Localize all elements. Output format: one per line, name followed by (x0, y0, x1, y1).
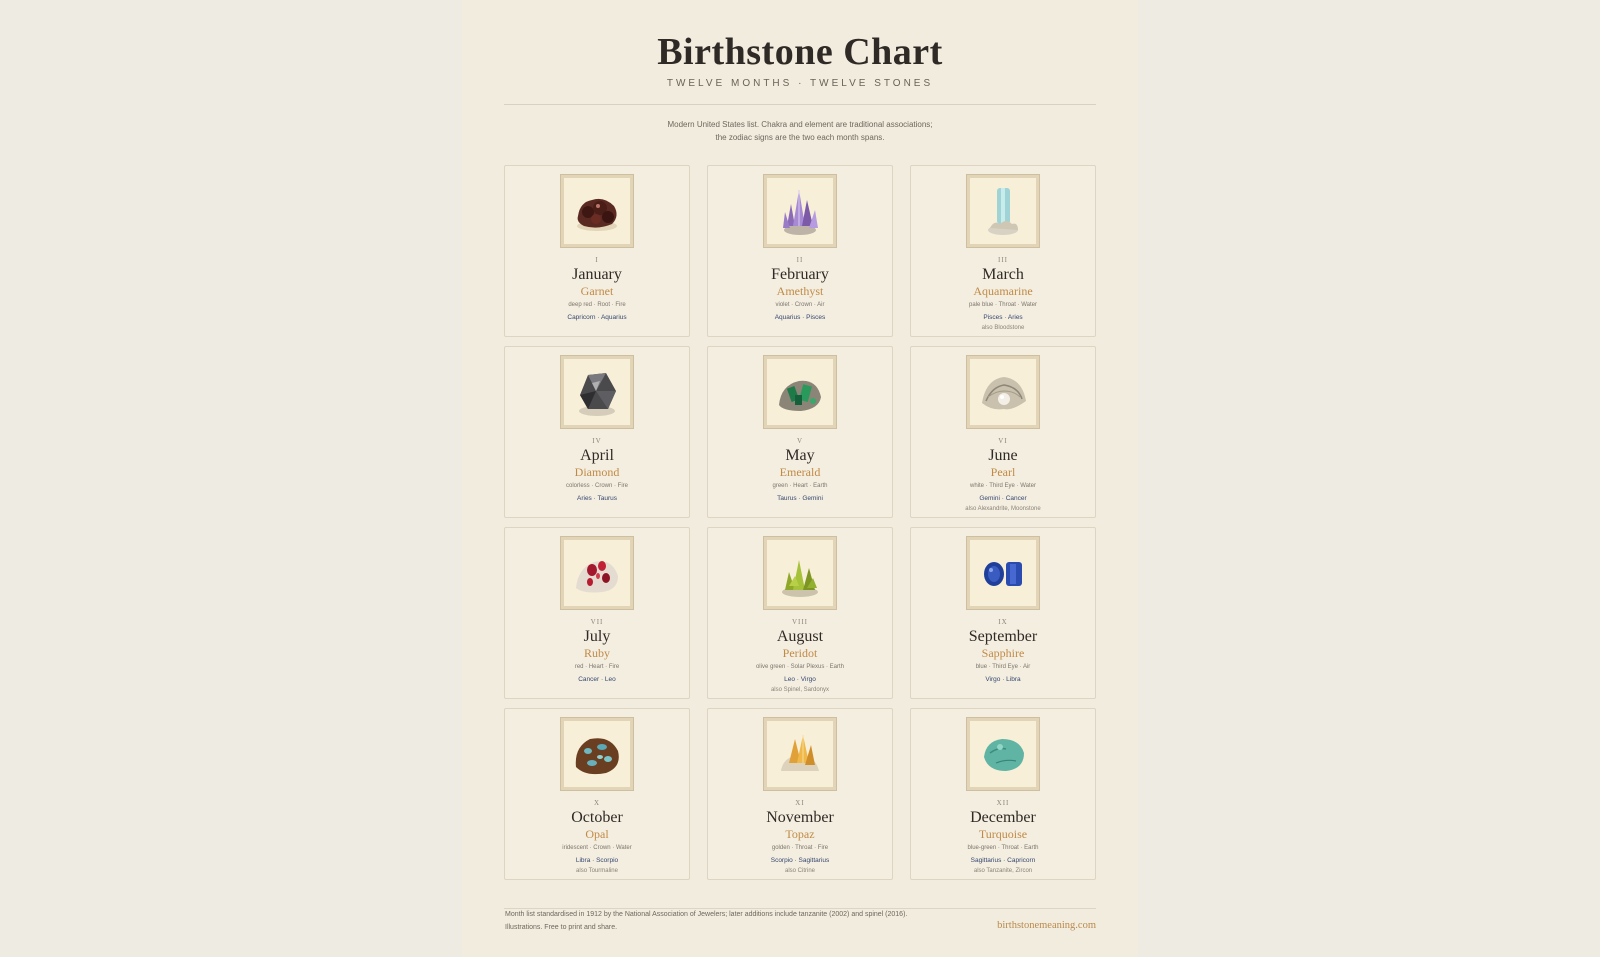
stone-name: Peridot (782, 646, 818, 660)
month-numeral: II (796, 256, 804, 264)
alternate-stones: also Tourmaline (576, 868, 618, 874)
page-title: Birthstone Chart (657, 31, 943, 73)
birthstone-card-october (504, 708, 690, 880)
gem-illustration-frame (561, 718, 633, 790)
month-numeral: IX (998, 618, 1008, 626)
footnote-line-1: Month list standardised in 1912 by the National Association of Jewelers; later additions include tanzanite (2002) and spinel (2016). (505, 911, 908, 918)
birthstone-card-january (504, 165, 690, 337)
month-name: October (571, 809, 623, 826)
gem-illustration-frame (967, 537, 1039, 609)
month-numeral: I (595, 256, 599, 264)
month-name: January (572, 266, 622, 283)
intro-text (604, 118, 996, 144)
stone-attributes: golden · Throat · Fire (771, 845, 829, 851)
stone-attributes: iridescent · Crown · Water (562, 845, 632, 851)
zodiac-signs: Scorpio · Sagittarius (770, 857, 830, 864)
birthstone-card-december (910, 708, 1096, 880)
month-name: May (785, 447, 815, 464)
opal-icon (566, 723, 628, 785)
alternate-stones: also Tanzanite, Zircon (973, 868, 1033, 874)
alternate-stones: also Spinel, Sardonyx (770, 687, 830, 693)
gem-illustration-frame (764, 537, 836, 609)
zodiac-signs: Virgo · Libra (985, 676, 1021, 683)
month-numeral: VII (590, 618, 604, 626)
header-divider (504, 104, 1096, 105)
intro-line-2: the zodiac signs are the two each month spans. (715, 133, 885, 142)
stone-attributes: white · Third Eye · Water (969, 483, 1037, 489)
zodiac-signs: Gemini · Cancer (979, 495, 1027, 502)
month-name: March (982, 266, 1024, 283)
alternate-stones: also Citrine (784, 868, 815, 874)
gem-illustration-frame (764, 718, 836, 790)
stone-name: Amethyst (776, 284, 824, 298)
sapphire-icon (972, 542, 1034, 604)
zodiac-signs: Pisces · Aries (983, 314, 1023, 321)
gem-illustration-frame (764, 356, 836, 428)
stone-name: Emerald (779, 465, 821, 479)
gem-illustration-frame (561, 356, 633, 428)
birthstone-card-july (504, 527, 690, 699)
month-name: February (771, 266, 829, 283)
birthstone-card-february (707, 165, 893, 337)
birthstone-card-november (707, 708, 893, 880)
month-numeral: VIII (791, 618, 809, 626)
stone-name: Ruby (583, 646, 610, 660)
zodiac-signs: Sagittarius · Capricorn (970, 857, 1036, 864)
alternate-stones: also Bloodstone (981, 325, 1025, 331)
stone-name: Garnet (580, 284, 614, 298)
amethyst-icon (769, 180, 831, 242)
diamond-icon (566, 361, 628, 423)
zodiac-signs: Capricorn · Aquarius (567, 314, 627, 321)
zodiac-signs: Leo · Virgo (784, 676, 816, 683)
stone-attributes: deep red · Root · Fire (568, 302, 626, 308)
month-name: November (766, 809, 834, 826)
emerald-icon (769, 361, 831, 423)
birthstone-grid (504, 165, 1096, 880)
footnote (505, 908, 975, 934)
peridot-icon (769, 542, 831, 604)
month-numeral: V (796, 437, 804, 445)
pearl-icon (972, 361, 1034, 423)
zodiac-signs: Libra · Scorpio (575, 857, 619, 864)
page-subtitle: TWELVE MONTHS · TWELVE STONES (666, 78, 934, 89)
turquoise-icon (972, 723, 1034, 785)
stone-attributes: colorless · Crown · Fire (565, 483, 628, 489)
stone-attributes: green · Heart · Earth (772, 483, 828, 489)
stone-name: Aquamarine (973, 284, 1033, 298)
stone-name: Opal (585, 827, 609, 841)
stone-name: Sapphire (981, 646, 1025, 660)
month-name: December (970, 809, 1036, 826)
intro-line-1: Modern United States list. Chakra and element are traditional associations; (667, 120, 933, 129)
chart-header (504, 28, 1096, 89)
gem-illustration-frame (967, 175, 1039, 247)
month-name: June (988, 447, 1018, 464)
zodiac-signs: Cancer · Leo (578, 676, 616, 683)
stone-name: Topaz (785, 827, 815, 841)
month-numeral: III (998, 256, 1008, 264)
site-link[interactable]: birthstonemeaning.com (997, 920, 1096, 931)
month-numeral: XII (996, 799, 1010, 807)
stone-name: Diamond (574, 465, 620, 479)
zodiac-signs: Taurus · Gemini (777, 495, 823, 502)
stone-attributes: blue-green · Throat · Earth (967, 845, 1039, 851)
topaz-icon (769, 723, 831, 785)
month-numeral: IV (592, 437, 602, 445)
alternate-stones: also Alexandrite, Moonstone (965, 506, 1041, 512)
zodiac-signs: Aries · Taurus (577, 495, 617, 502)
birthstone-card-june (910, 346, 1096, 518)
gem-illustration-frame (967, 356, 1039, 428)
stone-name: Pearl (990, 465, 1016, 479)
month-name: July (583, 628, 611, 645)
month-numeral: VI (998, 437, 1008, 445)
stone-name: Turquoise (978, 827, 1028, 841)
stone-attributes: olive green · Solar Plexus · Earth (755, 664, 845, 670)
birthstone-card-april (504, 346, 690, 518)
zodiac-signs: Aquarius · Pisces (774, 314, 826, 321)
month-name: April (580, 447, 614, 464)
stone-attributes: violet · Crown · Air (775, 302, 825, 308)
stone-attributes: blue · Third Eye · Air (975, 664, 1031, 670)
month-numeral: X (593, 799, 601, 807)
birthstone-card-may (707, 346, 893, 518)
garnet-icon (566, 180, 628, 242)
aquamarine-icon (972, 180, 1034, 242)
birthstone-card-march (910, 165, 1096, 337)
month-name: August (776, 628, 824, 645)
footnote-line-2: Illustrations. Free to print and share. (505, 924, 618, 931)
ruby-icon (566, 542, 628, 604)
gem-illustration-frame (967, 718, 1039, 790)
stone-attributes: red · Heart · Fire (574, 664, 620, 670)
month-numeral: XI (795, 799, 805, 807)
month-name: September (968, 628, 1038, 645)
birthstone-card-september (910, 527, 1096, 699)
stone-attributes: pale blue · Throat · Water (968, 302, 1038, 308)
gem-illustration-frame (764, 175, 836, 247)
gem-illustration-frame (561, 537, 633, 609)
gem-illustration-frame (561, 175, 633, 247)
birthstone-card-august (707, 527, 893, 699)
